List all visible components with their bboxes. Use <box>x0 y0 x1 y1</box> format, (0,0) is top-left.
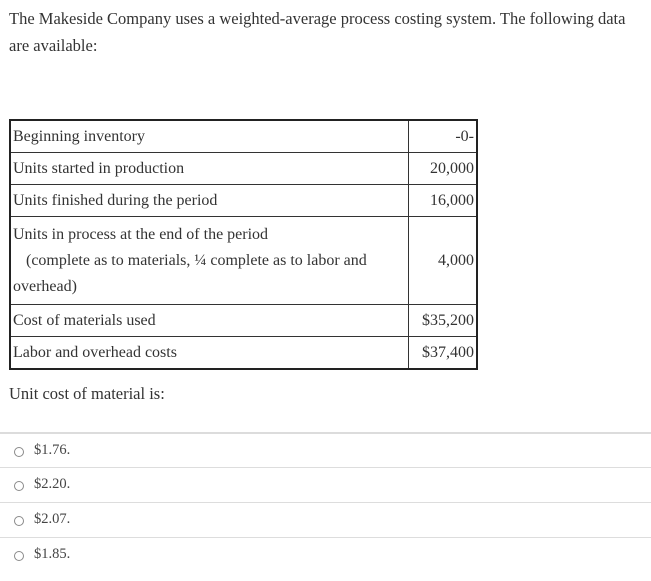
row-value: $35,200 <box>409 305 477 337</box>
answer-option[interactable] <box>0 432 651 467</box>
radio-button[interactable] <box>14 447 24 457</box>
radio-button[interactable] <box>14 551 24 561</box>
row-label: Units started in production <box>10 153 409 185</box>
row-label-line: (complete as to materials, ¼ complete as to labor and <box>26 251 367 269</box>
option-label: $2.20. <box>34 476 71 492</box>
row-value: 16,000 <box>409 185 477 217</box>
option-label: $1.85. <box>34 546 71 562</box>
answer-option[interactable] <box>0 502 651 537</box>
option-label: $2.07. <box>34 511 71 527</box>
answer-option[interactable] <box>0 467 651 502</box>
row-value: $37,400 <box>409 337 477 370</box>
question-text: The Makeside Company uses a weighted-average process costing system. The following data are available: <box>9 9 626 55</box>
option-label: $1.76. <box>34 442 71 458</box>
row-value: 20,000 <box>409 153 477 185</box>
answer-option[interactable] <box>0 537 651 572</box>
data-table <box>9 119 478 370</box>
row-label: Units finished during the period <box>10 185 409 217</box>
row-label: Beginning inventory <box>10 120 409 153</box>
table-row <box>10 185 477 217</box>
row-label <box>10 217 409 305</box>
row-label: Labor and overhead costs <box>10 337 409 370</box>
row-label-line: Units in process at the end of the period <box>13 225 269 243</box>
answer-options <box>0 432 651 572</box>
row-value: -0- <box>409 120 477 153</box>
table-row <box>10 305 477 337</box>
table-row <box>10 120 477 153</box>
row-label: Cost of materials used <box>10 305 409 337</box>
row-value: 4,000 <box>409 217 477 305</box>
row-label-line: overhead) <box>13 277 77 295</box>
table-row <box>10 337 477 370</box>
radio-button[interactable] <box>14 481 24 491</box>
table-row <box>10 217 477 305</box>
radio-button[interactable] <box>14 516 24 526</box>
table-row <box>10 153 477 185</box>
prompt-text: Unit cost of material is: <box>9 384 165 403</box>
